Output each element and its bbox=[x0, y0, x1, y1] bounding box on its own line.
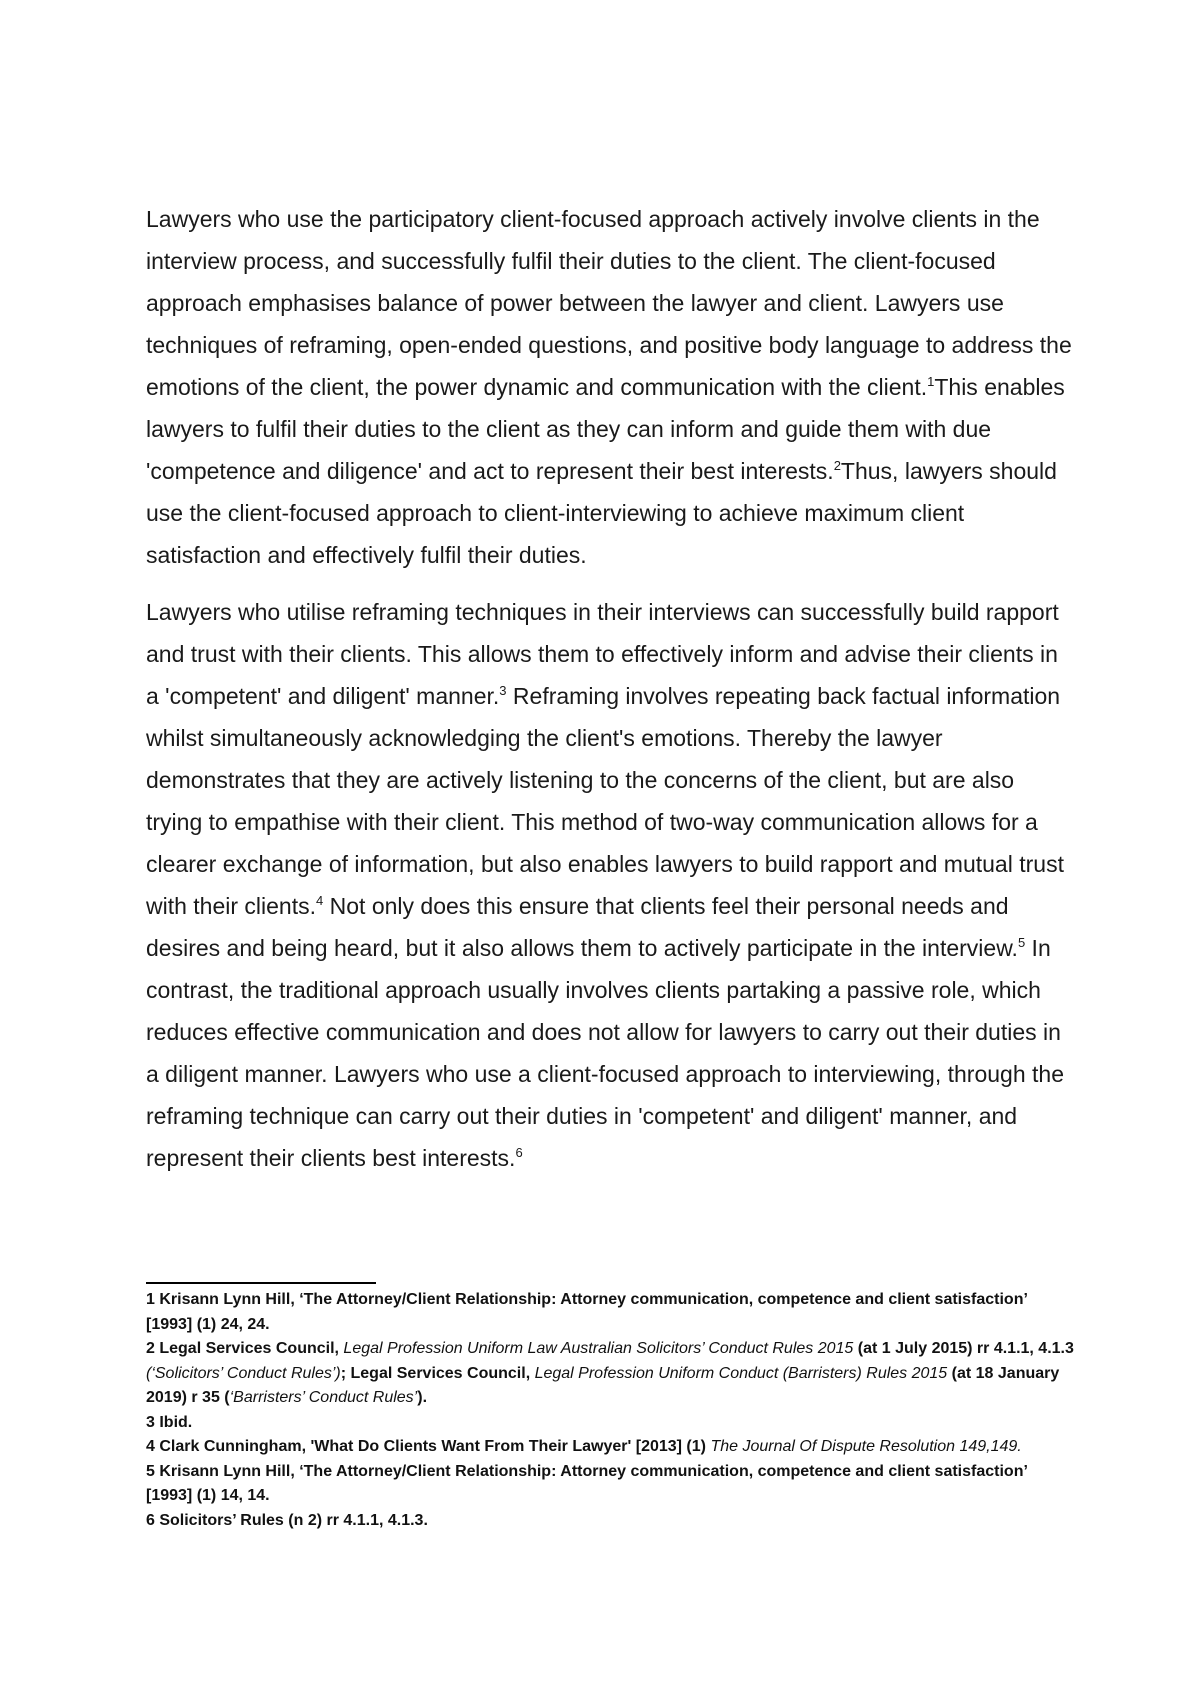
footnotes bbox=[146, 1288, 1076, 1533]
paragraph-text: In contrast, the traditional approach usually involves clients partaking a passive role, which reduces effective communication and does not allow for lawyers to carry out their duties in a diligent manner. Lawyers who use a client-focused approach to interviewing, through the reframing technique can carry out their duties in 'competent' and diligent' manner, and represent their clients best interests. bbox=[146, 935, 1064, 1171]
footnote-italic: Legal Profession Uniform Law Australian Solicitors’ Conduct Rules 2015 bbox=[343, 1340, 854, 1357]
footnote-marker: 1 bbox=[927, 374, 935, 389]
footnote-text: ). bbox=[417, 1389, 428, 1406]
footnote-marker: 2 bbox=[833, 458, 841, 473]
footnote-text: 4 Clark Cunningham, 'What Do Clients Want From Their Lawyer' [2013] (1) bbox=[146, 1438, 711, 1455]
footnote-text: 1 Krisann Lynn Hill, ‘The Attorney/Client Relationship: Attorney communication, competence and client satisfaction’ [1993] (1) 24, 24. bbox=[146, 1291, 1028, 1333]
paragraph-text: Reframing involves repeating back factual information whilst simultaneously acknowledging the client's emotions. Thereby the lawyer demonstrates that they are actively listening to the concerns of the client, but are also trying to empathise with their client. This method of two-way communication allows for a clearer exchange of information, but also enables lawyers to build rapport and mutual trust with their clients. bbox=[146, 683, 1064, 919]
footnote-4 bbox=[146, 1435, 1076, 1460]
paragraph-text: This enables lawyers to fulfil their duties to the client as they can inform and guide them with due 'competence and diligence' and act to represent their best interests. bbox=[146, 374, 1065, 484]
paragraph bbox=[146, 591, 1076, 1179]
paragraph-text: Lawyers who use the participatory client-focused approach actively involve clients in the interview process, and successfully fulfil their duties to the client. The client-focused approach emphasises balance of power between the lawyer and client. Lawyers use techniques of reframing, open-ended questions, and positive body language to address the emotions of the client, the power dynamic and communication with the client. bbox=[146, 206, 1072, 400]
footnote-italic: Legal Profession Uniform Conduct (Barristers) Rules 2015 bbox=[534, 1364, 948, 1382]
footnote-text: 6 Solicitors’ Rules (n 2) rr 4.1.1, 4.1.3. bbox=[146, 1511, 428, 1529]
footnote-marker: 4 bbox=[316, 893, 324, 908]
footnote-text: 5 Krisann Lynn Hill, ‘The Attorney/Client Relationship: Attorney communication, competence and client satisfaction’ [1993] (1) 14, 14. bbox=[146, 1462, 1028, 1504]
footnote-italic: (‘Solicitors’ Conduct Rules’) bbox=[146, 1364, 341, 1382]
footnote-italic: ‘Barristers’ Conduct Rules’ bbox=[229, 1389, 418, 1406]
footnote-italic: The Journal Of Dispute Resolution 149,149. bbox=[710, 1438, 1022, 1455]
footnote-1 bbox=[146, 1288, 1076, 1337]
footnote-separator bbox=[146, 1282, 376, 1284]
footnote-marker: 5 bbox=[1017, 935, 1026, 950]
footnote-3 bbox=[146, 1411, 1076, 1436]
footnote-2 bbox=[146, 1337, 1076, 1411]
footnote-marker: 3 bbox=[499, 683, 507, 698]
footnote-text: 3 Ibid. bbox=[146, 1413, 193, 1431]
footnote-5 bbox=[146, 1460, 1076, 1509]
paragraph-text: Lawyers who utilise reframing techniques in their interviews can successfully build rapport and trust with their clients. This allows them to effectively inform and advise their clients in a 'competent' and diligent' manner. bbox=[146, 599, 1059, 709]
footnote-text: ; Legal Services Council, bbox=[340, 1364, 535, 1382]
paragraph bbox=[146, 198, 1076, 576]
footnote-text: (at 18 January 2019) r 35 ( bbox=[146, 1364, 1060, 1406]
paragraph-text: Thus, lawyers should use the client-focused approach to client-interviewing to achieve maximum client satisfaction and effectively fulfil their duties. bbox=[146, 458, 1057, 568]
footnote-marker: 6 bbox=[515, 1145, 523, 1160]
footnote-text: (at 1 July 2015) rr 4.1.1, 4.1.3 bbox=[853, 1340, 1074, 1357]
footnote-text: 2 Legal Services Council, bbox=[146, 1340, 344, 1357]
footnote-6 bbox=[146, 1509, 1076, 1534]
paragraph-text: Not only does this ensure that clients feel their personal needs and desires and being heard, but it also allows them to actively participate in the interview. bbox=[146, 893, 1018, 961]
body-text bbox=[146, 198, 1076, 1179]
